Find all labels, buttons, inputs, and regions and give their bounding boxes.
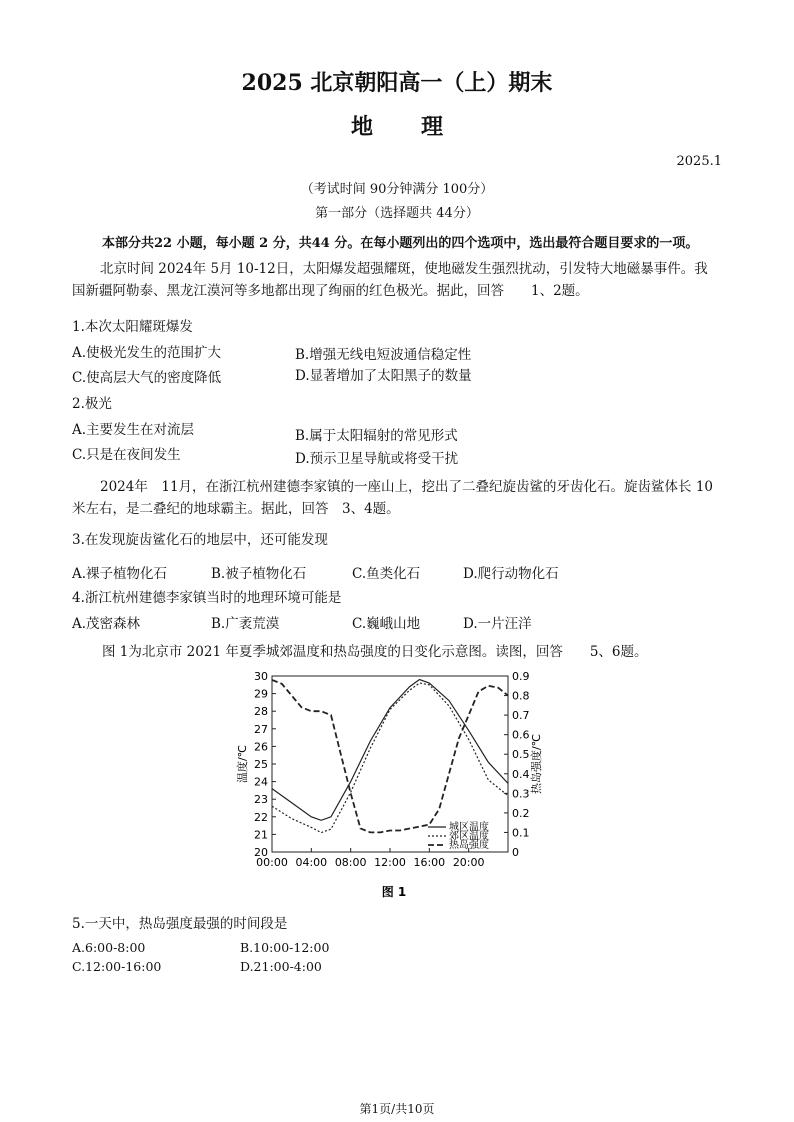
y2-tick-label: 0 — [512, 846, 519, 859]
y-tick-label: 28 — [254, 705, 268, 719]
y2-axis-label: 热岛强度/℃ — [530, 733, 543, 795]
y-tick-label: 24 — [254, 775, 268, 789]
legend-label: 城区温度 — [449, 822, 489, 833]
y-tick-label: 23 — [254, 793, 268, 807]
exam-date: 2025.1 — [676, 154, 722, 169]
y2-tick-label: 0.3 — [512, 787, 530, 801]
legend-label: 热岛强度 — [449, 840, 489, 851]
y-tick-label: 29 — [254, 687, 268, 701]
passage-1 — [72, 258, 722, 302]
question-5-option-a[interactable]: A.6:00-8:00 — [72, 940, 146, 955]
y-tick-label: 21 — [254, 828, 268, 842]
question-5-option-d[interactable]: D.21:00-4:00 — [240, 959, 322, 974]
question-4-option-d[interactable]: D.一片汪洋 — [463, 616, 532, 632]
question-3-option-b[interactable]: B.被子植物化石 — [211, 566, 307, 582]
y-tick-label: 27 — [254, 722, 268, 736]
y2-tick-label: 0.1 — [512, 826, 530, 840]
question-2-option-b[interactable]: B.属于太阳辐射的常见形式 — [295, 428, 458, 444]
subject-char-2: 理 — [421, 114, 444, 140]
question-5-option-c[interactable]: C.12:00-16:00 — [72, 959, 162, 974]
question-4-option-c[interactable]: C.巍峨山地 — [352, 616, 421, 632]
y2-tick-label: 0.5 — [512, 748, 530, 762]
exam-title: 2025 北京朝阳高一（上）期末 — [241, 70, 553, 96]
y-tick-label: 22 — [254, 810, 268, 824]
question-5-stem: 5.一天中，热岛强度最强的时间段是 — [72, 916, 288, 932]
question-1-option-c[interactable]: C.使高层大气的密度降低 — [72, 370, 222, 386]
question-3-stem: 3.在发现旋齿鲨化石的地层中，还可能发现 — [72, 532, 328, 548]
legend-label: 郊区温度 — [449, 831, 489, 842]
figure-1-chart — [232, 664, 552, 906]
series-line-3 — [272, 680, 508, 833]
passage-1-line-2: 国新疆阿勒泰、黑龙江漠河等多地都出现了绚丽的红色极光。据此，回答 1、2题。 — [72, 283, 589, 299]
exam-info: （考试时间 90分钟满分 100分） — [300, 182, 494, 197]
x-tick-label: 00:00 — [256, 856, 288, 869]
question-1-stem: 1.本次太阳耀斑爆发 — [72, 319, 193, 335]
passage-2-line-1: 2024年 11月，在浙江杭州建德李家镇的一座山上，挖出了二叠纪旋齿鲨的牙齿化石。旋齿鲨体长 10 — [100, 479, 714, 495]
part-heading: 第一部分（选择题共 44分） — [315, 206, 479, 221]
page-footer: 第1页/共10页 — [359, 1102, 435, 1116]
question-3-option-d[interactable]: D.爬行动物化石 — [463, 566, 559, 582]
x-tick-label: 04:00 — [295, 856, 328, 869]
y-tick-label: 25 — [254, 758, 268, 771]
question-4-option-b[interactable]: B.广袤荒漠 — [211, 616, 280, 632]
question-2-option-d[interactable]: D.预示卫星导航或将受干扰 — [295, 451, 459, 467]
question-1-option-d[interactable]: D.显著增加了太阳黑子的数量 — [295, 368, 472, 384]
question-4-option-a[interactable]: A.茂密森林 — [72, 616, 141, 632]
x-tick-label: 16:00 — [413, 856, 446, 869]
passage-2-line-2: 米左右，是二叠纪的地球霸主。据此，回答 3、4题。 — [72, 501, 400, 517]
series-line-1 — [272, 680, 508, 821]
passage-2 — [72, 476, 722, 520]
question-2-stem: 2.极光 — [72, 396, 112, 412]
question-3-option-a[interactable]: A.裸子植物化石 — [72, 566, 168, 582]
question-5-option-b[interactable]: B.10:00-12:00 — [240, 940, 330, 955]
subject-title — [0, 110, 794, 141]
y-tick-label: 20 — [254, 846, 268, 859]
x-tick-label: 12:00 — [374, 856, 406, 869]
y2-tick-label: 0.7 — [512, 709, 530, 723]
passage-1-line-1: 北京时间 2024年 5月 10-12日，太阳爆发超强耀斑，使地磁发生强烈扰动，引发特大地磁暴事件。我 — [100, 261, 708, 277]
question-1-option-b[interactable]: B.增强无线电短波通信稳定性 — [295, 347, 472, 363]
y2-tick-label: 0.6 — [512, 728, 530, 742]
chart-root — [235, 670, 543, 869]
figure-caption: 图 1 — [381, 885, 407, 899]
question-2-option-a[interactable]: A.主要发生在对流层 — [72, 422, 195, 438]
x-tick-label: 08:00 — [334, 856, 367, 869]
y2-tick-label: 0.9 — [512, 670, 530, 683]
y2-tick-label: 0.2 — [512, 806, 530, 820]
question-2-option-c[interactable]: C.只是在夜间发生 — [72, 447, 181, 463]
question-1-option-a[interactable]: A.使极光发生的范围扩大 — [72, 345, 222, 361]
x-tick-label: 20:00 — [452, 856, 485, 869]
figure-intro: 图 1为北京市 2021 年夏季城郊温度和热岛强度的日变化示意图。读图，回答 5、6题。 — [102, 644, 648, 660]
question-3-option-c[interactable]: C.鱼类化石 — [352, 566, 421, 582]
instruction: 本部分共22 小题，每小题 2 分，共44 分。在每小题列出的四个选项中，选出最符合题目要求的一项。 — [102, 236, 699, 251]
y-axis-label: 温度/℃ — [236, 744, 249, 784]
question-4-stem: 4.浙江杭州建德李家镇当时的地理环境可能是 — [72, 590, 342, 606]
y-tick-label: 30 — [254, 670, 268, 683]
y-tick-label: 26 — [254, 740, 268, 754]
y2-tick-label: 0.8 — [512, 689, 530, 703]
y2-tick-label: 0.4 — [512, 767, 530, 781]
subject-char-1: 地 — [350, 114, 373, 140]
